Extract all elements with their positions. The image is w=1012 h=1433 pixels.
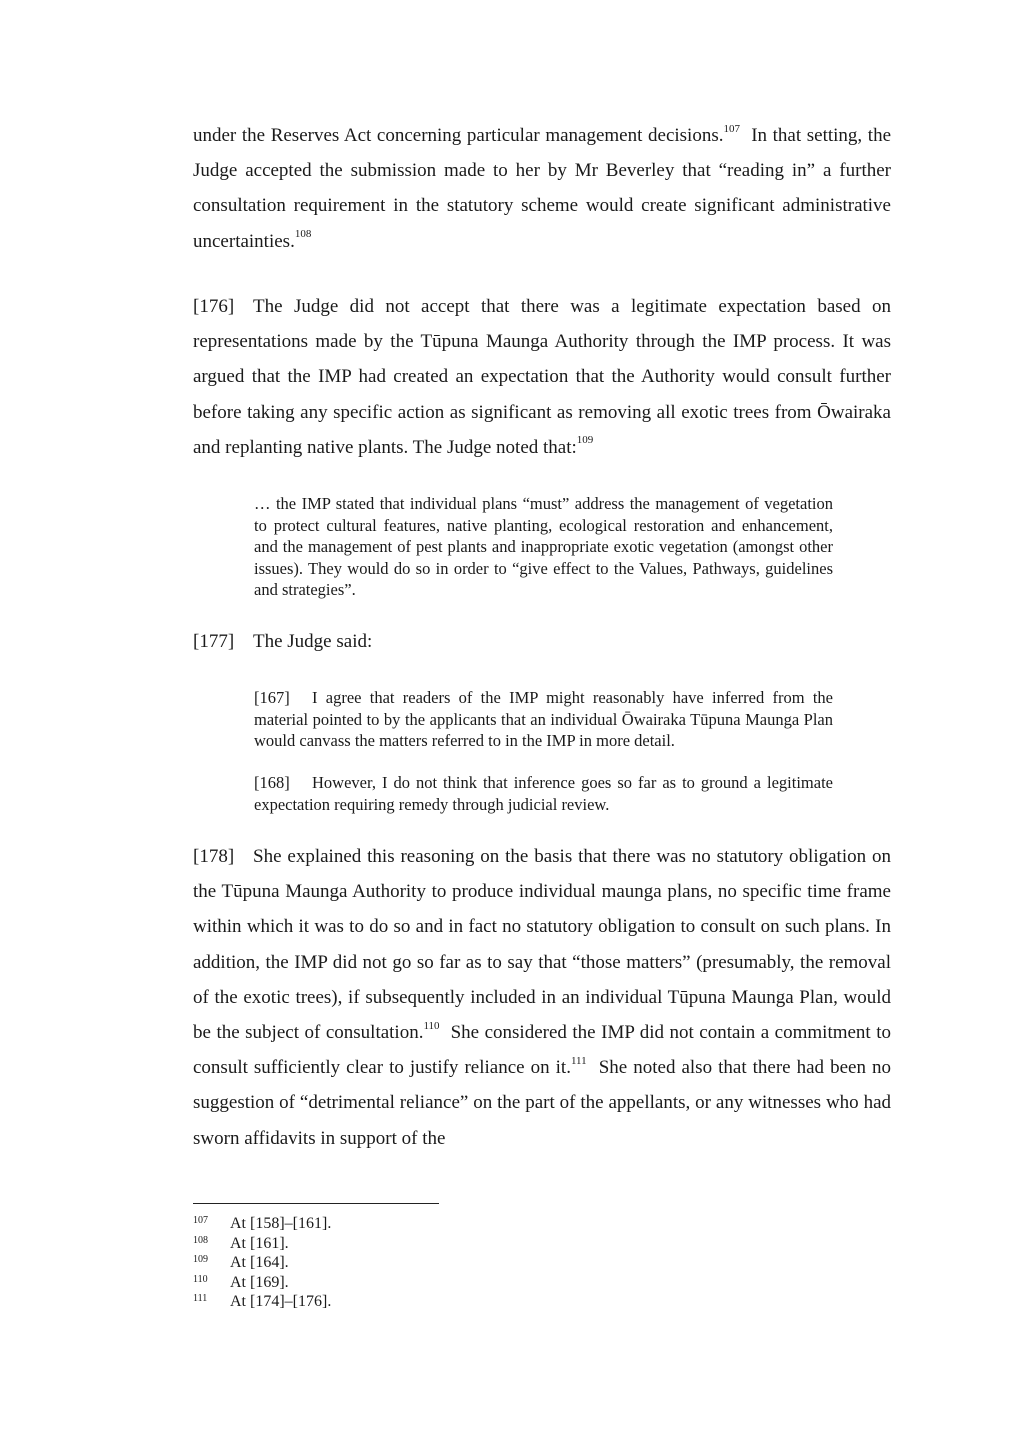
quoted-paragraph-number: [168] [254,773,290,792]
footnote-text: At [174]–[176]. [230,1293,332,1311]
footnote-mark: 110 [193,1273,208,1285]
footnote-text: At [161]. [230,1234,289,1252]
footnote-reference[interactable]: 109 [576,434,594,447]
footnote-reference[interactable]: 107 [723,122,740,135]
footnote-item [193,1273,593,1293]
quoted-paragraph-text: However, I do not think that inference goes so far as to ground a legitimate expectation requiring remedy through judicial review. [254,773,833,814]
footnote-item [193,1234,593,1254]
footnote-mark: 108 [193,1234,208,1246]
footnote-list [193,1214,593,1312]
footnote-item [193,1253,593,1273]
paragraph-text: She explained this reasoning on the basis that there was no statutory obligation on the Tūpuna Maunga Authority to produce individual maunga plans, no specific time frame within which it was to do so and in fact no statutory obligation to consult on such plans. In addition, the IMP did not go so far as to say that “those matters” (presumably, the removal of the exotic trees), if subsequently included in an individual Tūpuna Maunga Plan, would be the subject of consultation. [193,846,891,1044]
paragraph-text: The Judge said: [253,631,373,652]
footnote-mark: 107 [193,1215,208,1226]
paragraph-177 [193,624,891,659]
block-quote-168 [254,772,833,815]
paragraph-number: [176] [193,296,235,317]
paragraph-text: In that setting, the Judge accepted the submission made to her by Mr Beverley that “reading in” a further consultation requirement in the statutory scheme would create significant administrative uncertainties. [193,125,896,252]
footnote-reference[interactable]: 108 [294,228,312,241]
paragraph-text: The Judge did not accept that there was a legitimate expectation based on representations made by the Tūpuna Maunga Authority through the IMP process. It was argued that the IMP had created an expectation that the Authority would consult further before taking any specific action as significant as removing all exotic trees from Ōwairaka and replanting native plants. The Judge noted that: [193,296,891,458]
paragraph-175-continuation [193,118,896,259]
footnote-reference[interactable]: 111 [570,1054,587,1067]
paragraph-text: She noted also that there had been no suggestion of “detrimental reliance” on the part of the appellants, or any witnesses who had sworn affidavits in support of the [193,1057,896,1149]
block-quote-167 [254,687,833,752]
footnote-reference[interactable]: 110 [423,1019,440,1032]
footnote-text: At [158]–[161]. [230,1215,332,1232]
paragraph-text: under the Reserves Act concerning particular management decisions. [193,125,724,146]
footnote-separator [193,1203,439,1204]
block-quote-1: … the IMP stated that individual plans “must” address the management of vegetation to protect cultural features, native planting, ecological restoration and enhancement, and the management of pest plants and inappropriate exotic vegetation (amongst other issues). They would do so in order to “give effect to the Values, Pathways, guidelines and strategies”. [254,494,833,599]
footnote-item [193,1214,593,1234]
paragraph-number: [177] [193,631,235,652]
footnote-mark: 111 [193,1293,208,1305]
footnote-item [193,1292,593,1312]
paragraph-176 [193,289,891,465]
footnote-text: At [164]. [230,1254,289,1272]
footnote-mark: 109 [193,1254,208,1266]
quoted-paragraph-number: [167] [254,688,290,707]
paragraph-178 [193,839,896,1156]
quoted-paragraph-text: I agree that readers of the IMP might reasonably have inferred from the material pointed to by the applicants that an individual Ōwairaka Tūpuna Maunga Plan would canvass the matters referred to in the IMP in more detail. [254,688,833,750]
footnote-text: At [169]. [230,1273,289,1291]
paragraph-text: She considered the IMP did not contain a commitment to consult sufficiently clear to justify reliance on it. [193,1022,896,1079]
paragraph-number: [178] [193,846,235,867]
